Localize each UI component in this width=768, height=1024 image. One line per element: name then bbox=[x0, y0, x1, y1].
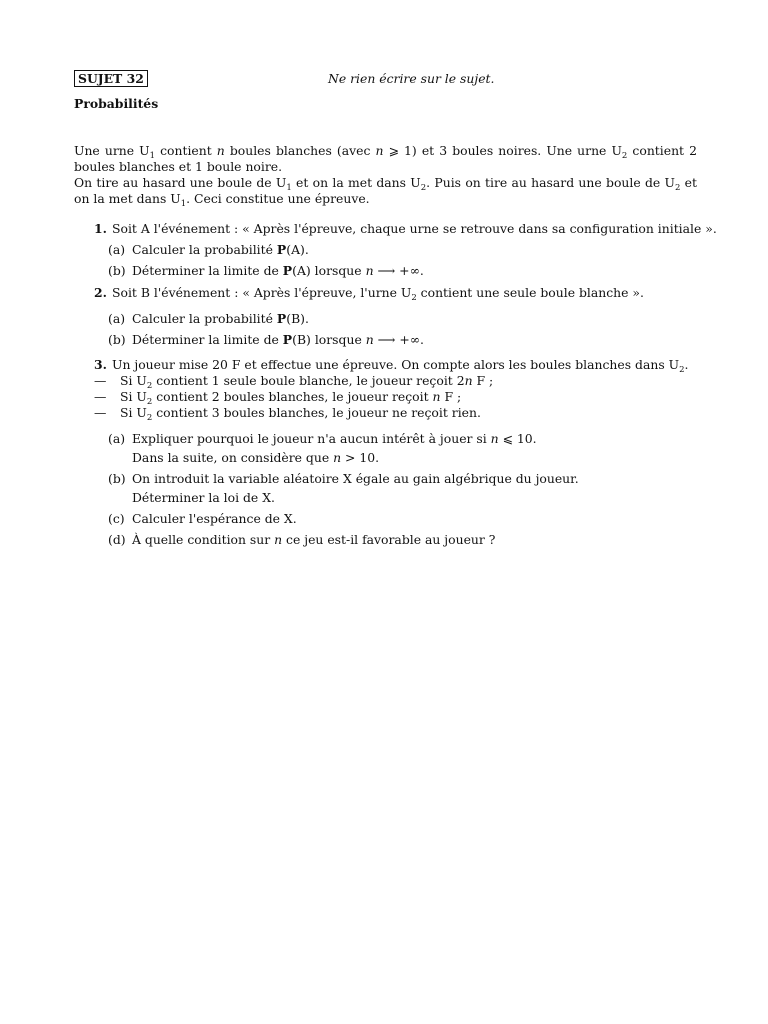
question-1b: (b) Déterminer la limite de P(A) lorsque n ⟶ +∞. bbox=[108, 263, 424, 278]
subquestion-label: (b) bbox=[108, 263, 126, 278]
dash-marker: — bbox=[94, 389, 107, 404]
page-header bbox=[74, 70, 697, 89]
question-2 bbox=[74, 285, 697, 348]
subject-number-box: SUJET 32 bbox=[74, 70, 148, 87]
gain-rule-3: — Si $U_2$ contient 3 boules blanches, le joueur ne reçoit rien. bbox=[94, 405, 481, 423]
question-3 bbox=[74, 357, 697, 548]
question-3a: (a) Expliquer pourquoi le joueur n'a aucun intérêt à jouer si n ⩽ 10. Dans la suite, on considère que n > 10. bbox=[108, 431, 537, 465]
topic-title: Probabilités bbox=[74, 96, 159, 111]
question-3b: (b) On introduit la variable aléatoire X égale au gain algébrique du joueur. Déterminer la loi de X. bbox=[108, 471, 579, 505]
subquestion-label: (a) bbox=[108, 431, 126, 446]
subquestion-label: (d) bbox=[108, 532, 126, 547]
subquestion-label: (a) bbox=[108, 311, 126, 326]
instruction-notice: Ne rien écrire sur le sujet. bbox=[328, 71, 495, 86]
exam-page bbox=[74, 70, 717, 548]
question-3d: (d) À quelle condition sur n ce jeu est-il favorable au joueur ? bbox=[108, 532, 496, 547]
dash-marker: — bbox=[94, 373, 107, 388]
question-2a: (a) Calculer la probabilité P(B). bbox=[108, 311, 309, 326]
question-1a: (a) Calculer la probabilité P(A). bbox=[108, 242, 309, 257]
question-number: 1. bbox=[94, 221, 107, 236]
subquestion-label: (a) bbox=[108, 242, 126, 257]
question-number: 3. bbox=[94, 357, 107, 372]
question-3c: (c) Calculer l'espérance de X. bbox=[108, 511, 297, 526]
question-3-statement: 3. Un joueur mise 20 F et effectue une épreuve. On compte alors les boules blanches dans $U_2$. bbox=[94, 357, 689, 375]
subquestion-label: (b) bbox=[108, 332, 126, 347]
subquestion-label: (b) bbox=[108, 471, 126, 486]
question-number: 2. bbox=[94, 285, 107, 300]
intro-paragraph-1: Une urne $U_1$ contient n boules blanches (avec n ⩾ 1) et 3 boules noires. Une urne $U_2$ contient 2 boules blanches et 1 boule noire. bbox=[74, 143, 698, 174]
question-2-statement: 2. Soit B l'événement : « Après l'épreuve, l'urne $U_2$ contient une seule boule blanche ». bbox=[94, 285, 644, 303]
dash-marker: — bbox=[94, 405, 107, 420]
gain-rule-1: — Si $U_2$ contient 1 seule boule blanche, le joueur reçoit 2n F ; bbox=[94, 373, 494, 391]
subquestion-label: (c) bbox=[108, 511, 125, 526]
intro-paragraph-2: On tire au hasard une boule de $U_1$ et on la met dans $U_2$. Puis on tire au hasard une boule de $U_2$ et on la met dans $U_1$. Ceci constitue une épreuve. bbox=[74, 175, 697, 209]
question-1 bbox=[74, 221, 717, 279]
problem-statement bbox=[74, 143, 697, 207]
question-2b: (b) Déterminer la limite de P(B) lorsque n ⟶ +∞. bbox=[108, 332, 424, 347]
question-1-statement: 1. Soit A l'événement : « Après l'épreuve, chaque urne se retrouve dans sa configuration initiale ». bbox=[94, 221, 717, 236]
gain-rule-2: — Si $U_2$ contient 2 boules blanches, le joueur reçoit n F ; bbox=[94, 389, 462, 407]
